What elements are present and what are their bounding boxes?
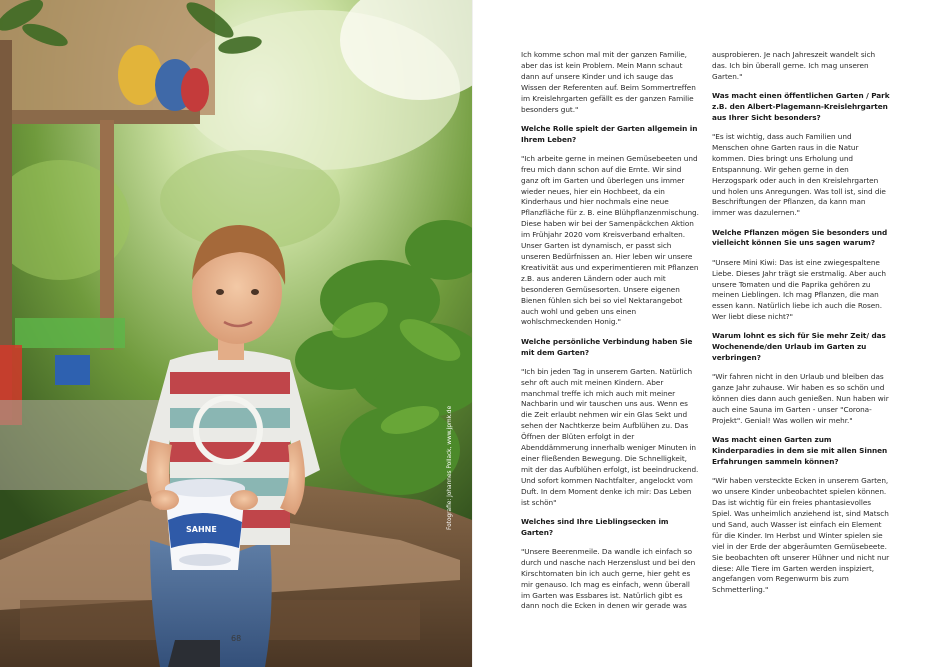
question-heading: Welche persönliche Verbindung haben Sie mit dem Garten? — [521, 336, 693, 357]
answer-paragraph: Ich komme schon mal mit der ganzen Familie, aber das ist kein Problem. Mein Mann schaut dann auf unsere Kinder und ich sauge das Wissen der Referenten auf. Beim Sommertreffen im Kreislehrgarten gefällt es der ganzen Familie besonders gut." — [521, 50, 696, 114]
answer-paragraph: "Ich bin jeden Tag in unserem Garten. Natürlich sehr oft auch mit meinen Kindern. Aber manchmal treffe ich mich auch mit meiner Nachbarin und wir tauschen uns aus. Wenn es die Zeit erlaubt nehmen wir ein Glas Sekt und sehen der Nachtkerze beim Aufblühen zu. Das Öffnen der Blüten erfolgt in der Abenddämmerung innerhalb weniger Minuten in einer fließenden Bewegung. Die Schnelligkeit, mit der das Aufblühen erfolgt, ist beeindruckend. Und sofort kommen Nachtfalter, angelockt vom Duft. In dem Moment denke ich mir: Das Leben ist schön" — [521, 366, 699, 507]
tub-label: SAHNE — [186, 525, 217, 534]
question-heading: Was macht einen Garten zum Kinderparadies in dem sie mit allen Sinnen Erfahrungen sammeln können? — [712, 435, 888, 467]
question-heading: Warum lohnt es sich für Sie mehr Zeit/ das Wochenende/den Urlaub im Garten zu verbringen? — [712, 331, 886, 363]
answer-paragraph: "Wir fahren nicht in den Urlaub und bleiben das ganze Jahr zuhause. Wir haben es so schön und können dies dann auch genießen. Nun haben wir auch eine Sauna im Garten - unser "Corona-Projekt". Genial! Was wollen wir mehr." — [712, 372, 889, 426]
question-heading: Welche Rolle spielt der Garten allgemein in Ihrem Leben? — [521, 123, 698, 144]
answer-paragraph: "Es ist wichtig, dass auch Familien und Menschen ohne Garten raus in die Natur kommen. Dies bringt uns Erholung und Entspannung. Wir gehen gerne in den Herzogspark oder auch in den Kreislehrgarten und holen uns Anregungen. Was toll ist, sind die Beschriftungen der Pflanzen, da kann man immer was dazulernen." — [712, 132, 886, 218]
question-heading: Welches sind Ihre Lieblingsecken im Garten? — [521, 516, 669, 537]
photo-credit: Fotografie: Johannes Pollack, www.jpmk.de — [447, 405, 453, 530]
answer-paragraph: "Unsere Mini Kiwi: Das ist eine zwiegespaltene Liebe. Dieses Jahr trägt sie erstmalig. Aber auch unsere Tomaten und die Paprika gehören zu meinen Lieblingen. Ich mag Pflanzen, die man essen kann. Natürlich liebe ich auch die Rosen. Wer liebt diese nicht?" — [712, 257, 887, 322]
text-column-right — [712, 50, 890, 605]
text-column-left — [521, 50, 699, 621]
answer-paragraph: ausprobieren. Je nach Jahreszeit wandelt sich das. Ich bin überall gerne. Ich mag unseren Garten." — [712, 50, 876, 81]
question-heading: Welche Pflanzen mögen Sie besonders und vielleicht können Sie uns sagen warum? — [712, 227, 888, 248]
answer-paragraph: "Unsere Beerenmeile. Da wandle ich einfach so durch und nasche nach Herzenslust und bei den Kirschtomaten bin ich auch gerne, hier geht es mir genauso. Ich mag es einfach, wenn überall im Garten was Essbares ist. Natürlich gibt es dann noch die Ecken in denen wir gerade was — [521, 546, 696, 611]
question-heading: Was macht einen öffentlichen Garten / Park z.B. den Albert-Plagemann-Kreislehrgarten aus Ihrer Sicht besonders? — [712, 91, 890, 122]
page-number: 68 — [231, 634, 242, 643]
answer-paragraph: "Ich arbeite gerne in meinen Gemüsebeeten und freu mich dann schon auf die Ernte. Wir sind ganz oft im Garten und überlegen uns immer wieder neues, hier ein Hochbeet, da ein Kinderhaus und hier nochmals eine neue Pflanzfläche für z. B. eine Blühpflanzenmischung. Diese haben wir bei der Samenpäckchen Aktion im Frühjahr 2020 vom Kreisverband erhalten. Unser Garten ist dynamisch, er passt sich unseren Bedürfnissen an. Hier leben wir unsere Kreativität aus und experimentieren mit Pflanzen z.B. aus anderen Ländern oder auch mit besonderen Gemüsesorten. Unsere eigenen Bienen fühlen sich bei so viel Nektarangebot auch wohl und geben uns einen wohlschmeckenden Honig." — [521, 153, 699, 327]
right-page-text — [473, 0, 943, 667]
answer-paragraph: "Wir haben versteckte Ecken in unserem Garten, wo unsere Kinder unbeobachtet spielen können. Das ist wichtig für ein freies phantasievolles Spiel. Was unheimlich anziehend ist, sind Matsch und Sand, auch Wasser ist einfach ein Element für die Kinder. Im Herbst und Winter spielen sie viel in der Erde der abgeräumten Gemüsebeete. Sie beobachten oft unserer Hühner und nicht nur diese: Alle Tiere im Garten werden inspiziert, angefangen vom Regenwurm bis zum Schmetterling." — [712, 476, 890, 595]
